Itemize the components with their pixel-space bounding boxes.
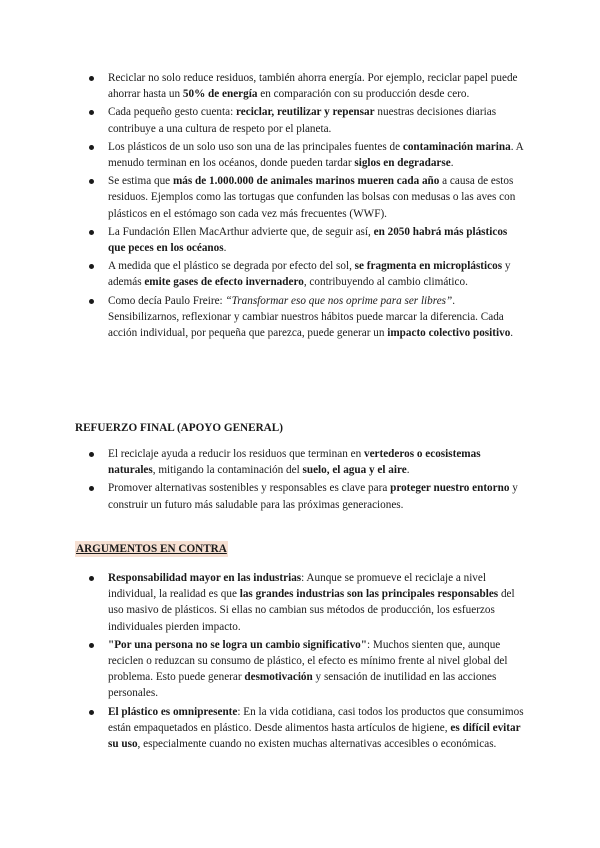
- text-run: : Aunque se promueve el reciclaje a nivel individual, la realidad es que: [108, 572, 486, 601]
- bold-text: más de 1.000.000 de animales marinos mueren cada año: [172, 175, 440, 188]
- list-item: [75, 293, 525, 342]
- bullet-icon: [89, 576, 94, 581]
- text-run: . Sensibilizarnos, reflexionar y cambiar nuestros hábitos puede marcar la diferencia. Cada acción individual, por pequeña que parezca, puede generar un: [108, 294, 504, 340]
- text-run: : En la vida cotidiana, casi todos los productos que consumimos están empaquetados en plástico. Desde alimentos hasta artículos de higiene,: [108, 705, 524, 734]
- list-item-text: [108, 260, 510, 288]
- bold-text: desmotivación: [244, 671, 313, 684]
- section-arguments-contra: [75, 570, 525, 754]
- list-item: [75, 570, 525, 635]
- text-run: y construir un futuro más saludable para las próximas generaciones.: [108, 482, 518, 511]
- text-run: y además: [108, 260, 511, 289]
- refuerzo-heading: REFUERZO FINAL (APOYO GENERAL): [75, 422, 283, 434]
- list-item-text: [108, 106, 496, 134]
- bullet-list: [75, 446, 525, 513]
- text-run: y sensación de inutilidad en las acciones personales.: [108, 671, 497, 700]
- list-item-text: [108, 572, 515, 633]
- list-item: [75, 704, 525, 753]
- text-run: a causa de estos residuos. Ejemplos como las tortugas que confunden las bolsas con medusas o las aves con plásticos en el estómago son cada vez más frecuentes (WWF).: [108, 175, 516, 220]
- bold-text: impacto colectivo positivo: [387, 327, 511, 340]
- text-run: A medida que el plástico se degrada por efecto del sol,: [108, 260, 355, 273]
- text-run: . A menudo terminan en los océanos, donde pueden tardar: [108, 140, 524, 170]
- list-item: [75, 70, 525, 102]
- bullet-icon: [89, 452, 94, 457]
- bold-text: 50% de energía: [182, 88, 258, 101]
- text-run: del uso masivo de plásticos. Si ellas no cambian sus métodos de producción, los esfuerzos individuales pierden impacto.: [108, 588, 515, 633]
- text-run: : Muchos sienten que, aunque reciclen o reduzcan su consumo de plástico, el efecto es mínimo frente al nivel global del problema. Esto puede generar: [108, 638, 508, 684]
- list-item: [75, 173, 525, 222]
- text-run: El reciclaje ayuda a reducir los residuos que terminan en: [108, 448, 364, 460]
- bold-text: proteger nuestro entorno: [390, 482, 510, 495]
- bold-text: El plástico es omnipresente: [108, 705, 238, 718]
- text-run: , contribuyendo al cambio climático.: [303, 276, 468, 289]
- text-run: .: [510, 327, 514, 340]
- bold-text: "Por una persona no se logra un cambio significativo": [108, 638, 367, 651]
- bullet-list: [75, 570, 525, 752]
- list-item: [75, 104, 525, 136]
- bold-text: se fragmenta en microplásticos: [354, 260, 503, 273]
- text-run: Reciclar no solo reduce residuos, también ahorra energía. Por ejemplo, reciclar papel puede ahorrar hasta un: [108, 72, 518, 101]
- list-item: [75, 480, 525, 512]
- text-run: Cada pequeño gesto cuenta:: [108, 106, 236, 119]
- list-item-text: [108, 141, 523, 169]
- list-item-text: [108, 639, 508, 700]
- bold-text: vertederos o ecosistemas naturales: [108, 448, 481, 477]
- text-run: Los plásticos de un solo uso son una de las principales fuentes de: [108, 140, 403, 153]
- bullet-icon: [89, 76, 94, 81]
- text-run: , mitigando la contaminación del: [152, 464, 303, 477]
- italic-quote: “Transformar eso que nos oprime para ser libres”: [225, 294, 453, 307]
- bullet-icon: [89, 145, 94, 150]
- list-item-text: [108, 226, 507, 254]
- list-item-text: [108, 295, 513, 339]
- bullet-icon: [89, 179, 94, 184]
- text-run: en comparación con su producción desde cero.: [257, 88, 470, 101]
- bold-text: Responsabilidad mayor en las industrias: [108, 572, 302, 584]
- bold-text: siglos en degradarse: [354, 157, 451, 170]
- list-item-text: [108, 706, 524, 750]
- bold-text: contaminación marina: [402, 140, 511, 153]
- section-refuerzo: [75, 446, 525, 515]
- list-item-text: [108, 448, 481, 476]
- text-run: nuestras decisiones diarias contribuye a una cultura de respeto por el planeta.: [108, 106, 497, 135]
- text-run: .: [406, 464, 410, 477]
- text-run: La Fundación Ellen MacArthur advierte que, de seguir así,: [108, 225, 374, 238]
- bullet-icon: [89, 299, 94, 304]
- bullet-icon: [89, 230, 94, 235]
- list-item-text: [108, 175, 515, 219]
- bullet-icon: [89, 486, 94, 491]
- bold-text: en 2050 habrá más plásticos que peces en los océanos: [108, 225, 508, 255]
- bullet-icon: [89, 110, 94, 115]
- list-item-text: [108, 72, 518, 100]
- bold-text: emite gases de efecto invernadero: [144, 276, 304, 289]
- text-run: Promover alternativas sostenibles y responsables es clave para: [108, 482, 391, 495]
- list-item: [75, 139, 525, 171]
- bold-text: las grandes industrias son las principales responsables: [239, 588, 499, 601]
- text-run: Se estima que: [108, 175, 173, 188]
- bold-text: suelo, el agua y el aire: [302, 464, 407, 477]
- text-run: .: [450, 157, 454, 170]
- bullet-list: [75, 70, 525, 341]
- list-item: [75, 446, 525, 478]
- bullet-icon: [89, 710, 94, 715]
- text-run: .: [223, 242, 227, 255]
- text-run: , especialmente cuando no existen muchas alternativas accesibles o económicas.: [137, 738, 497, 751]
- bold-text: reciclar, reutilizar y repensar: [236, 106, 375, 119]
- list-item-text: [108, 482, 518, 510]
- list-item: [75, 258, 525, 290]
- bullet-icon: [89, 264, 94, 269]
- text-run: Como decía Paulo Freire:: [108, 294, 226, 307]
- contra-heading: ARGUMENTOS EN CONTRA: [76, 543, 227, 555]
- list-item: [75, 637, 525, 702]
- section-arguments-favor: [75, 70, 525, 343]
- bold-text: es difícil evitar su uso: [108, 721, 521, 751]
- bullet-icon: [89, 643, 94, 648]
- list-item: [75, 224, 525, 256]
